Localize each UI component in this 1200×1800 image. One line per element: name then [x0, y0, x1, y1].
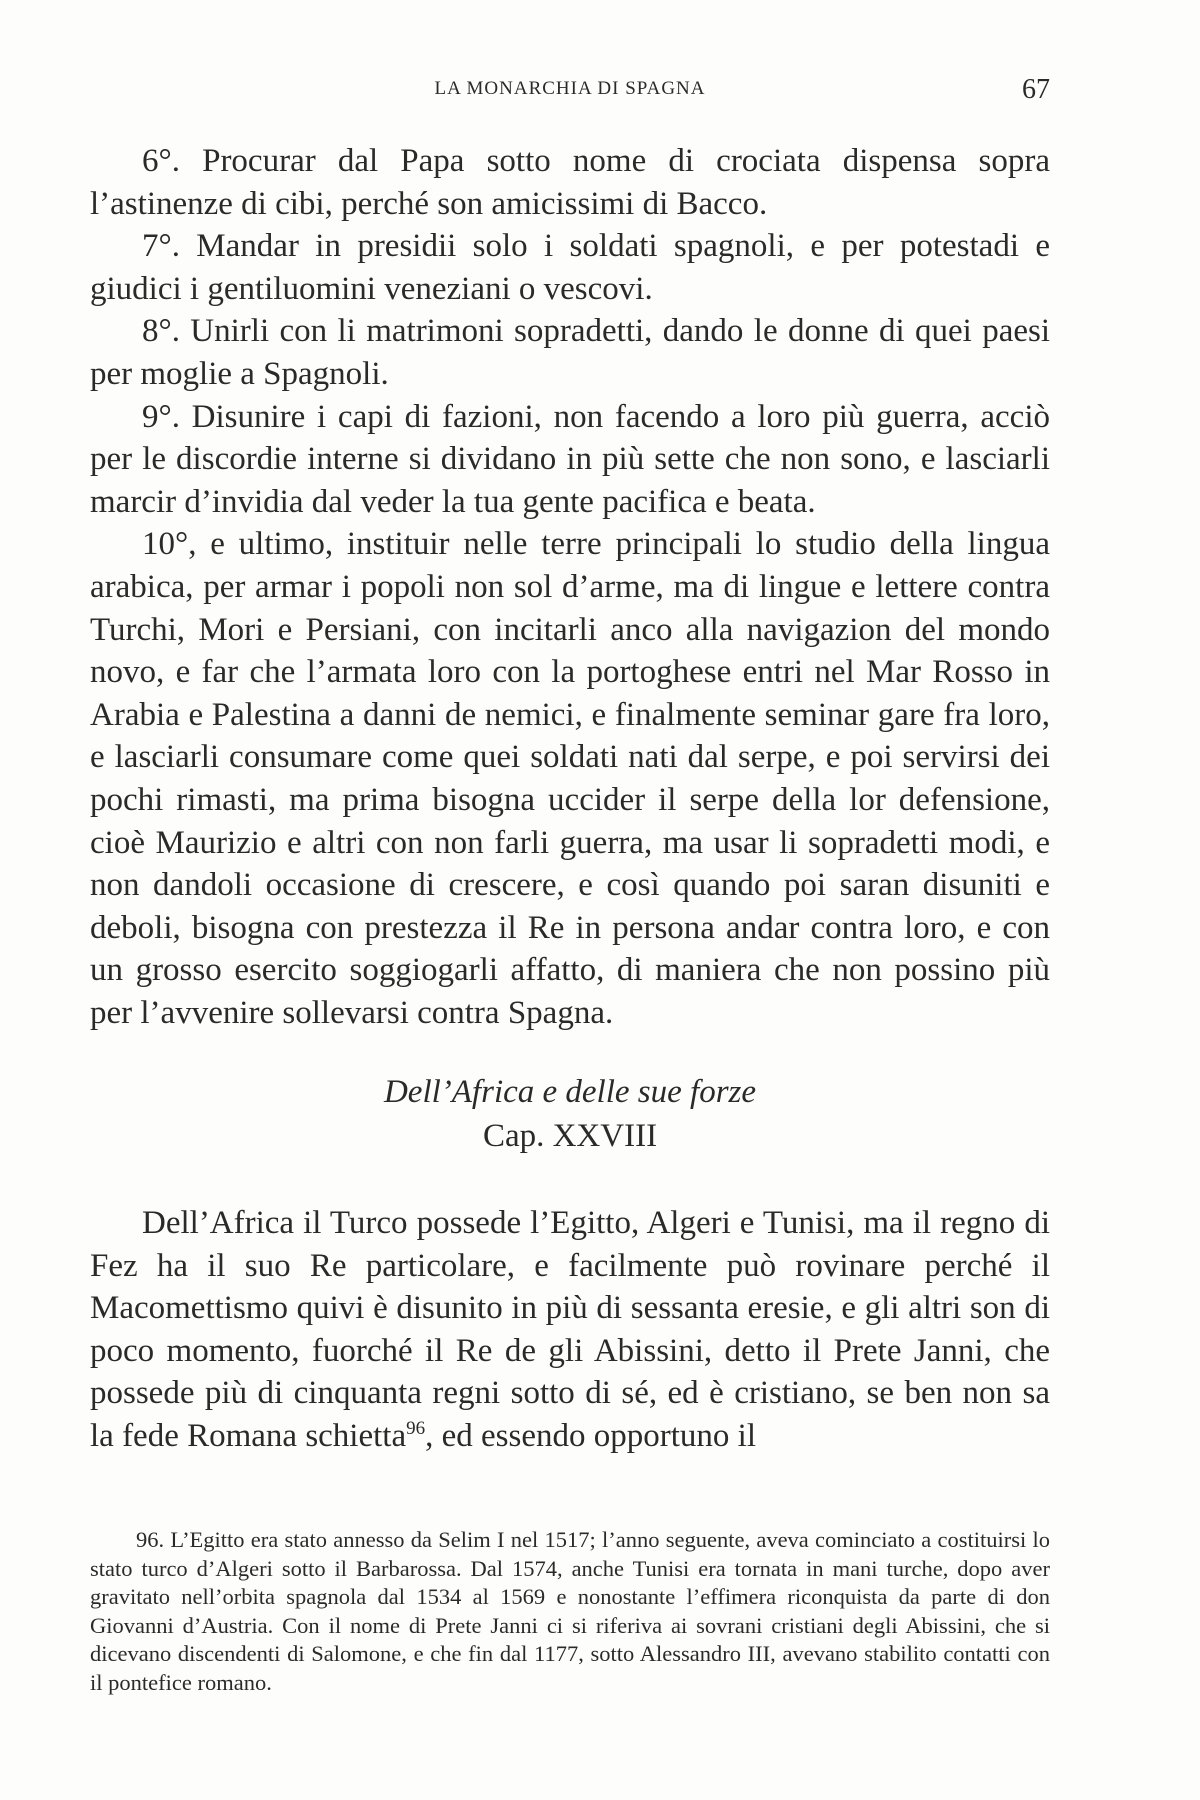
main-text: [90, 140, 1050, 1034]
footnote-text: L’Egitto era stato annesso da Selim I nel 1517; l’anno seguente, aveva cominciato a costituirsi lo stato turco d’Algeri sotto il Barbarossa. Dal 1574, anche Tunisi era tornata in mani turche, dopo aver gravitato nell’orbita spagnola dal 1534 al 1569 e nonostante l’effimera riconquista da parte di don Giovanni d’Austria. Con il nome di Prete Janni ci si riferiva ai sovrani cristiani degli Abissini, che si dicevano discendenti di Salomone, e che fin dal 1177, sotto Alessandro III, avevano stabilito contatti con il pontefice romano.: [90, 1527, 1051, 1695]
running-head: LA MONARCHIA DI SPAGNA: [434, 78, 706, 99]
paragraph-point-8: 8°. Unirli con li matrimoni sopradetti, dando le donne di quei paesi per moglie a Spagnoli.: [90, 313, 1050, 392]
chapter-text: [90, 1202, 1050, 1458]
chapter-text-part-2: , ed essendo opportuno il: [425, 1417, 756, 1454]
chapter-title: Dell’Africa e delle sue forze: [383, 1074, 757, 1110]
page-number: 67: [1022, 74, 1050, 105]
footnote-reference[interactable]: 96: [406, 1417, 426, 1439]
paragraph-point-10: 10°, e ultimo, instituir nelle terre principali lo studio della lingua arabica, per armar i popoli non sol d’arme, ma di lingue e lettere contra Turchi, Mori e Persiani, con incitarli anco alla navigazion del mondo novo, e far che l’armata loro con la portoghese entri nel Mar Rosso in Arabia e Palestina a danni de nemici, e finalmente seminar gare fra loro, e lasciarli consumare come quei soldati nati dal serpe, e poi servirsi dei pochi rimasti, ma prima bisogna uccider il serpe della lor defensione, cioè Maurizio e altri con non farli guerra, ma usar li sopradetti modi, e non dandoli occasione di crescere, e così quando poi saran disuniti e deboli, bisogna con prestezza il Re in persona andar contra loro, e con un grosso esercito soggiogarli affatto, di maniera che non possino più per l’avvenire sollevarsi contra Spagna.: [90, 526, 1050, 1031]
page-header: [90, 74, 1050, 118]
footnote-number: 96.: [136, 1527, 165, 1552]
footnote: [90, 1526, 1050, 1697]
paragraph-point-9: 9°. Disunire i capi di fazioni, non facendo a loro più guerra, acciò per le discordie interne si dividano in più sette che non sono, e lasciarli marcir d’invidia dal veder la tua gente pacifica e beata.: [90, 398, 1050, 520]
paragraph-point-7: 7°. Mandar in presidii solo i soldati spagnoli, e per potestadi e giudici i gentiluomini veneziani o vescovi.: [90, 228, 1050, 307]
chapter-paragraph: [90, 1202, 1050, 1458]
chapter-number: Cap. XXVIII: [482, 1118, 658, 1154]
chapter-text-part-1: Dell’Africa il Turco possede l’Egitto, Algeri e Tunisi, ma il regno di Fez ha il suo Re particolare, e facilmente può rovinare perché il Macomettismo quivi è disunito in più di sessanta eresie, e gli altri son di poco momento, fuorché il Re de gli Abissini, detto il Prete Janni, che possede più di cinquanta regni sotto di sé, ed è cristiano, se ben non sa la fede Romana schietta: [90, 1205, 1050, 1454]
chapter-heading: [90, 1070, 1050, 1158]
footnote-paragraph: [90, 1526, 1050, 1697]
paragraph-point-6: 6°. Procurar dal Papa sotto nome di crociata dispensa sopra l’astinenze di cibi, perché son amicissimi di Bacco.: [90, 143, 1050, 222]
